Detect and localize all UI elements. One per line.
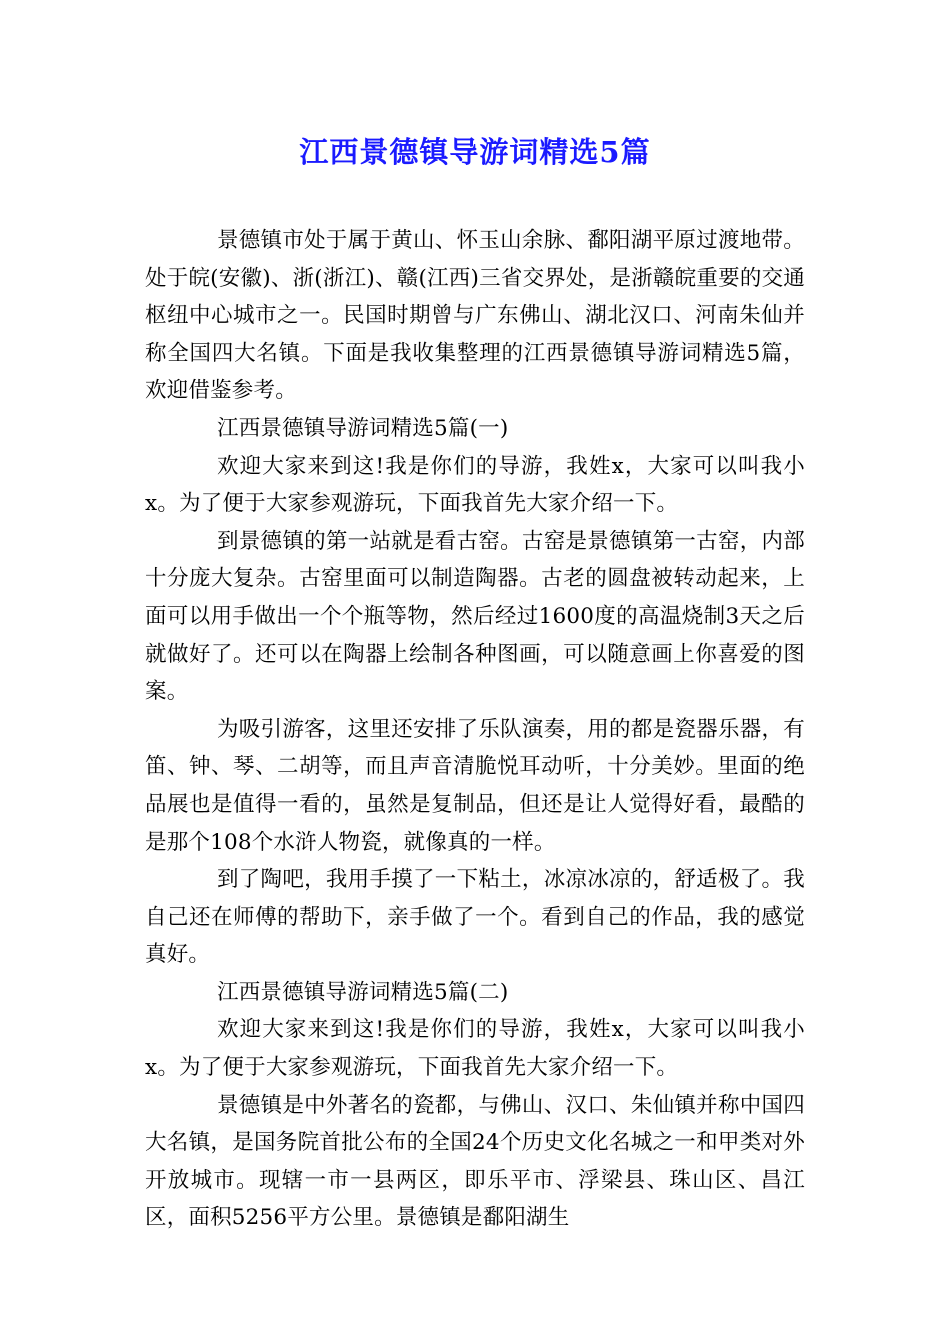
section-heading-2: 江西景德镇导游词精选5篇(二) [217, 979, 509, 1005]
body-paragraph: 欢迎大家来到这!我是你们的导游，我姓x，大家可以叫我小x。为了便于大家参观游玩，下面我首先大家介绍一下。 [145, 1017, 805, 1081]
body-paragraph: 欢迎大家来到这!我是你们的导游，我姓x，大家可以叫我小x。为了便于大家参观游玩，下面我首先大家介绍一下。 [145, 453, 805, 517]
document-title: 江西景德镇导游词精选5篇 [299, 135, 651, 169]
section-heading-1: 江西景德镇导游词精选5篇(一) [217, 415, 509, 441]
intro-paragraph: 景德镇市处于属于黄山、怀玉山余脉、鄱阳湖平原过渡地带。处于皖(安徽)、浙(浙江)、赣(江西)三省交界处，是浙赣皖重要的交通枢纽中心城市之一。民国时期曾与广东佛山、湖北汉口、河南朱仙并称全国四大名镇。下面是我收集整理的江西景德镇导游词精选5篇，欢迎借鉴参考。 [145, 228, 805, 404]
body-paragraph: 到景德镇的第一站就是看古窑。古窑是景德镇第一古窑，内部十分庞大复杂。古窑里面可以制造陶器。古老的圆盘被转动起来，上面可以用手做出一个个瓶等物，然后经过1600度的高温烧制3天之后就做好了。还可以在陶器上绘制各种图画，可以随意画上你喜爱的图案。 [145, 528, 805, 705]
body-paragraph: 景德镇是中外著名的瓷都，与佛山、汉口、朱仙镇并称中国四大名镇，是国务院首批公布的全国24个历史文化名城之一和甲类对外开放城市。现辖一市一县两区，即乐平市、浮梁县、珠山区、昌江区，面积5256平方公里。景德镇是鄱阳湖生 [145, 1092, 805, 1231]
document-body [145, 222, 805, 1237]
body-paragraph: 为吸引游客，这里还安排了乐队演奏，用的都是瓷器乐器，有笛、钟、琴、二胡等，而且声音清脆悦耳动听，十分美妙。里面的绝品展也是值得一看的，虽然是复制品，但还是让人觉得好看，最酷的是那个108个水浒人物瓷，就像真的一样。 [145, 716, 805, 855]
body-paragraph: 到了陶吧，我用手摸了一下粘土，冰凉冰凉的，舒适极了。我自己还在师傅的帮助下，亲手做了一个。看到自己的作品，我的感觉真好。 [145, 867, 805, 968]
